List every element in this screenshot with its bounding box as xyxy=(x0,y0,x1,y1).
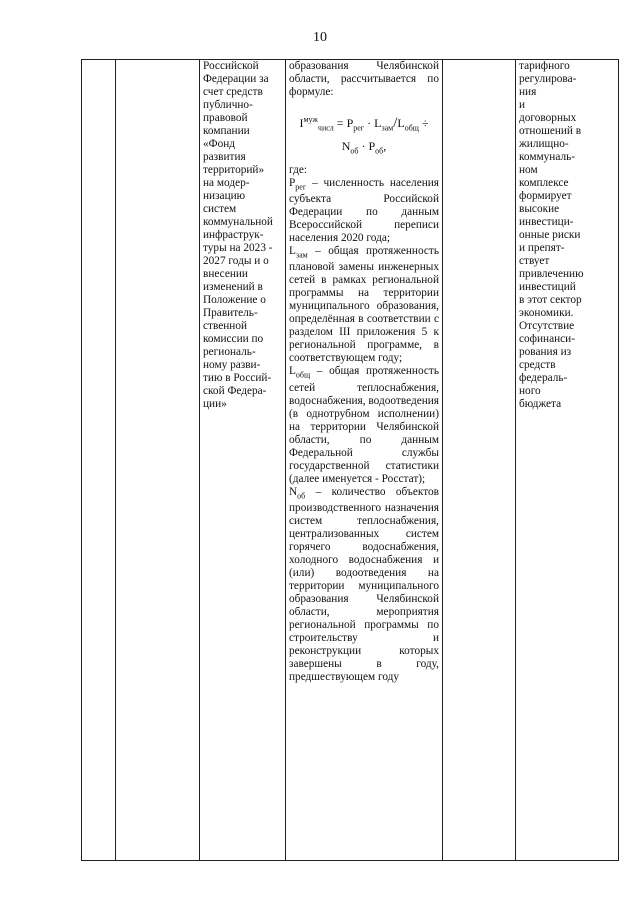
right-text-line: софинанси- xyxy=(519,333,575,345)
where-label: где: xyxy=(289,163,307,176)
left-text-line: туры на 2023 - xyxy=(203,242,273,254)
formula-symbol: P xyxy=(368,139,376,154)
definition-item xyxy=(289,365,439,485)
page-number: 10 xyxy=(313,30,327,45)
left-text-line: ственной xyxy=(203,320,248,332)
formula-text-cell xyxy=(286,60,443,861)
left-text-line: Российской xyxy=(203,60,259,72)
definition-text: – численность населения субъекта Российской Федерации по данным Всероссийской переписи населения 2020 года; xyxy=(289,176,439,245)
formula-op: · xyxy=(358,139,369,154)
right-text-line: средств xyxy=(519,359,556,371)
right-text-line: жилищно- xyxy=(519,138,569,150)
document-table xyxy=(81,59,619,861)
empty-cell-3 xyxy=(443,60,516,861)
formula-line-2 xyxy=(289,140,439,157)
left-text-line: Положение о xyxy=(203,294,266,306)
right-text-line: экономики. xyxy=(519,307,574,319)
left-text-line: правовой xyxy=(203,112,248,124)
definition-symbol: P xyxy=(289,176,296,189)
right-text-line: ствует xyxy=(519,255,550,267)
right-text-line: и xyxy=(519,99,526,111)
formula-symbol: L xyxy=(374,116,382,130)
right-text-line: ном xyxy=(519,164,538,176)
formula-op: , xyxy=(383,139,387,154)
right-text-line: федераль- xyxy=(519,372,568,384)
left-text-line: на модер- xyxy=(203,177,250,189)
right-text-line: договорных xyxy=(519,112,577,124)
right-text-block xyxy=(519,60,615,411)
formula-op: · xyxy=(364,116,375,130)
left-text-line: региональ- xyxy=(203,346,256,358)
formula-sup: муж xyxy=(303,115,318,124)
right-text-line: Отсутствие xyxy=(519,320,575,332)
table-row xyxy=(82,60,619,861)
formula-symbol: I xyxy=(299,116,304,130)
right-text-line: рования из xyxy=(519,346,572,358)
empty-cell-1 xyxy=(82,60,116,861)
formula-eq: = xyxy=(333,116,347,130)
definition-subscript: рег xyxy=(295,182,307,192)
left-text-line: тию в Россий- xyxy=(203,372,272,384)
left-text-line: «Фонд xyxy=(203,138,236,150)
left-text-line: ской Федера- xyxy=(203,385,267,397)
definition-item xyxy=(289,177,439,245)
left-text-line: компании xyxy=(203,125,250,137)
formula-line-1 xyxy=(289,113,439,134)
left-text-block xyxy=(203,60,282,411)
right-text-line: и препят- xyxy=(519,242,565,254)
definition-item xyxy=(289,486,439,684)
left-text-cell xyxy=(200,60,286,861)
empty-cell-2 xyxy=(116,60,200,861)
formula-symbol: L xyxy=(397,116,405,130)
right-text-line: привлечению xyxy=(519,268,584,280)
intro-text: образования Челябинской области, рассчитывается по формуле: xyxy=(289,60,439,98)
definition-text: – общая протяженность плановой замены инженерных сетей в рамках региональной программы на территории муниципального образования, определённая в соответствии с разделом III приложения 5 к региональной программе, в соответствующем году; xyxy=(289,245,439,365)
left-text-line: низацию xyxy=(203,190,246,202)
left-text-line: 2027 годы и о xyxy=(203,255,269,267)
definition-symbol: L xyxy=(289,245,296,258)
left-text-line: комиссии по xyxy=(203,333,264,345)
formula-sub: об xyxy=(375,146,384,156)
left-text-line: систем xyxy=(203,203,237,215)
right-text-line: коммуналь- xyxy=(519,151,576,163)
left-text-line: публично- xyxy=(203,99,253,111)
left-text-line: Правитель- xyxy=(203,307,258,319)
left-text-line: развития xyxy=(203,151,246,163)
left-text-line: внесении xyxy=(203,268,248,280)
left-text-line: ному разви- xyxy=(203,359,261,371)
formula-op: ÷ xyxy=(418,116,429,130)
definition-subscript: общ xyxy=(295,370,311,380)
formula-symbol: P xyxy=(346,116,354,130)
definition-subscript: зам xyxy=(295,250,308,260)
right-text-line: онные риски xyxy=(519,229,581,241)
right-text-line: бюджета xyxy=(519,398,562,410)
definition-symbol: N xyxy=(289,485,298,498)
left-text-line: счет средств xyxy=(203,86,263,98)
right-text-line: комплексе xyxy=(519,177,569,189)
left-text-line: изменений в xyxy=(203,281,263,293)
right-text-line: в этот сектор xyxy=(519,294,582,306)
formula-sub: рег xyxy=(353,123,365,133)
definition-item xyxy=(289,245,439,365)
right-text-line: инвестиций xyxy=(519,281,576,293)
right-text-line: ного xyxy=(519,385,541,397)
formula-sub: числ xyxy=(317,123,334,133)
formula-sub: общ xyxy=(404,123,419,133)
left-text-line: инфраструк- xyxy=(203,229,264,241)
formula-op: / xyxy=(393,115,398,131)
right-text-line: формирует xyxy=(519,190,572,202)
right-text-cell xyxy=(516,60,619,861)
left-text-line: коммунальной xyxy=(203,216,273,228)
definition-text: – количество объектов производственного назначения систем теплоснабжения, централизованных систем горячего водоснабжения, холодного водоснабжения и (или) водоотведения на территории муниципального образования Челябинской области, мероприятия региональной программы по строительству и реконструкции которых завершены в году, предшествующем году xyxy=(289,485,439,683)
formula-symbol: N xyxy=(341,139,351,154)
definition-symbol: L xyxy=(289,365,296,378)
formula-sub: об xyxy=(350,146,359,156)
left-text-line: Федерации за xyxy=(203,73,269,85)
right-text-line: тарифного xyxy=(519,60,570,72)
definition-text: – общая протяженность сетей теплоснабжения, водоснабжения, водоотведения (в однотрубном исполнении) на территории Челябинской области, по данным Федеральной службы государственной статистики (далее именуется - Росстат); xyxy=(289,365,439,485)
left-text-line: территорий» xyxy=(203,164,265,176)
right-text-line: инвестици- xyxy=(519,216,574,228)
definitions-block xyxy=(289,177,439,684)
right-text-line: высокие xyxy=(519,203,560,215)
right-text-line: отношений в xyxy=(519,125,582,137)
formula-sub: зам xyxy=(381,123,394,133)
left-text-line: ции» xyxy=(203,398,227,410)
right-text-line: регулирова- xyxy=(519,73,577,85)
definition-subscript: об xyxy=(297,490,306,500)
right-text-line: ния xyxy=(519,86,537,98)
